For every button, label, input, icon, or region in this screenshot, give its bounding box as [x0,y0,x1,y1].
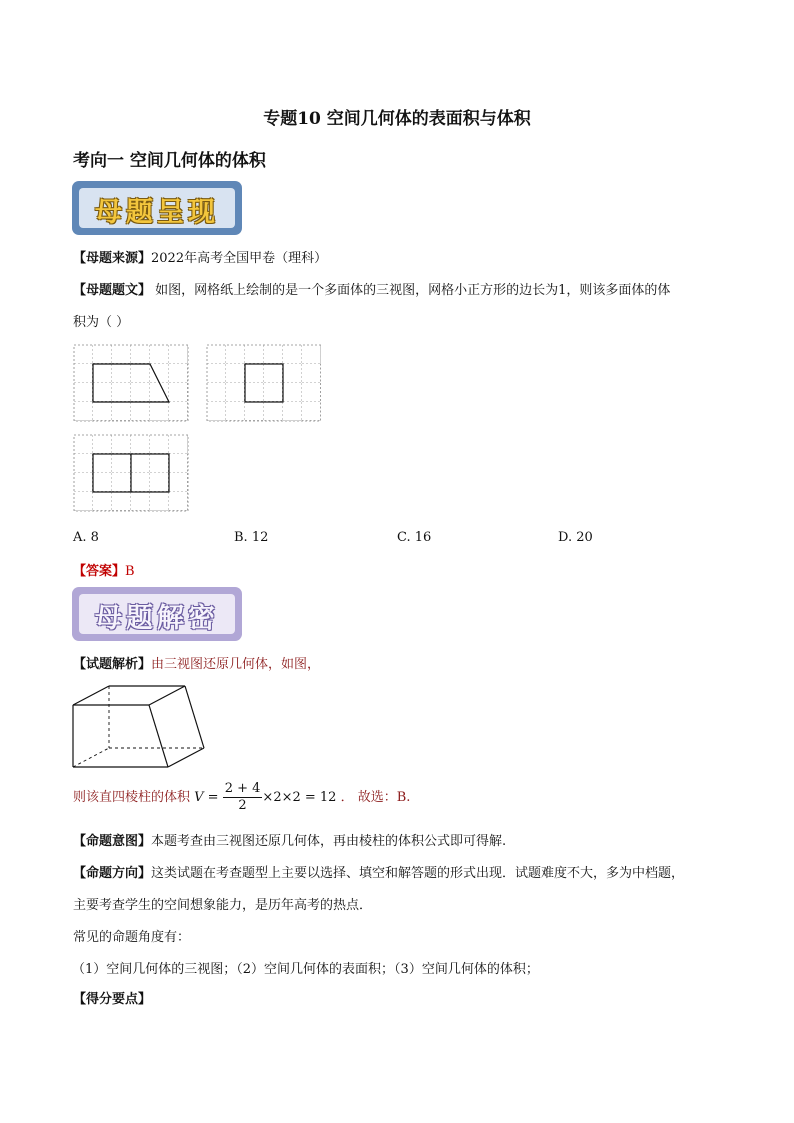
direction-line-2: 主要考查学生的空间想象能力，是历年高考的热点． [73,898,373,913]
formula-prefix: 则该直四棱柱的体积 [73,790,191,805]
option-a: A. 8 [73,530,99,545]
source-line [73,247,327,266]
formula-fraction [223,781,263,814]
option-b: B. 12 [234,530,269,545]
formula-line [73,781,410,814]
section-heading: 考向一 空间几何体的体积 [73,151,266,171]
badge-problem-decoding [72,587,242,641]
badge-text: 母题呈现 [95,197,219,228]
direction-label: 【命题方向】 [73,866,152,881]
option-d: D. 20 [558,530,593,545]
intent-line [73,830,506,849]
badge-problem-presentation [72,181,242,235]
analysis-label: 【试题解析】 [73,657,152,672]
source-text: 2022年高考全国甲卷（理科） [151,251,328,266]
three-view-figure [73,344,321,514]
page-title: 专题10 空间几何体的表面积与体积 [263,109,531,129]
front-view [74,345,188,421]
angles-list: （1）空间几何体的三视图；（2）空间几何体的表面积；（3）空间几何体的体积； [72,962,539,977]
option-c: C. 16 [397,530,432,545]
question-line-2: 积为（ ） [73,315,130,330]
formula-lhs: V = [194,790,219,805]
question-line-1 [73,279,670,298]
question-text-1: 如图，网格纸上绘制的是一个多面体的三视图，网格小正方形的边长为1，则该多面体的体 [151,283,671,298]
source-label: 【母题来源】 [73,251,152,266]
formula-suffix: ． 故选：B. [336,790,411,805]
common-angles-heading: 常见的命题角度有： [73,930,191,945]
direction-text-1: 这类试题在考查题型上主要以选择、填空和解答题的形式出现．试题难度不大，多为中档题， [151,866,685,881]
intent-text: 本题考查由三视图还原几何体，再由棱柱的体积公式即可得解. [151,834,507,849]
badge-text: 母题解密 [95,603,219,634]
scoring-points-label: 【得分要点】 [73,992,152,1007]
answer-value: B [125,564,135,579]
fraction-numerator: 2 + 4 [224,781,261,796]
direction-line-1 [73,862,684,881]
side-view [207,345,321,421]
question-label: 【母题题文】 [73,283,152,298]
answer-line [73,560,135,579]
intent-label: 【命题意图】 [73,834,152,849]
answer-label: 【答案】 [73,564,126,579]
analysis-text: 由三视图还原几何体，如图， [151,657,321,672]
analysis-line [73,653,320,672]
top-view [74,435,188,511]
fraction-denominator: 2 [238,798,247,813]
prism-solid-figure [72,684,206,770]
formula-rest: ×2×2 = 12 [262,790,337,805]
